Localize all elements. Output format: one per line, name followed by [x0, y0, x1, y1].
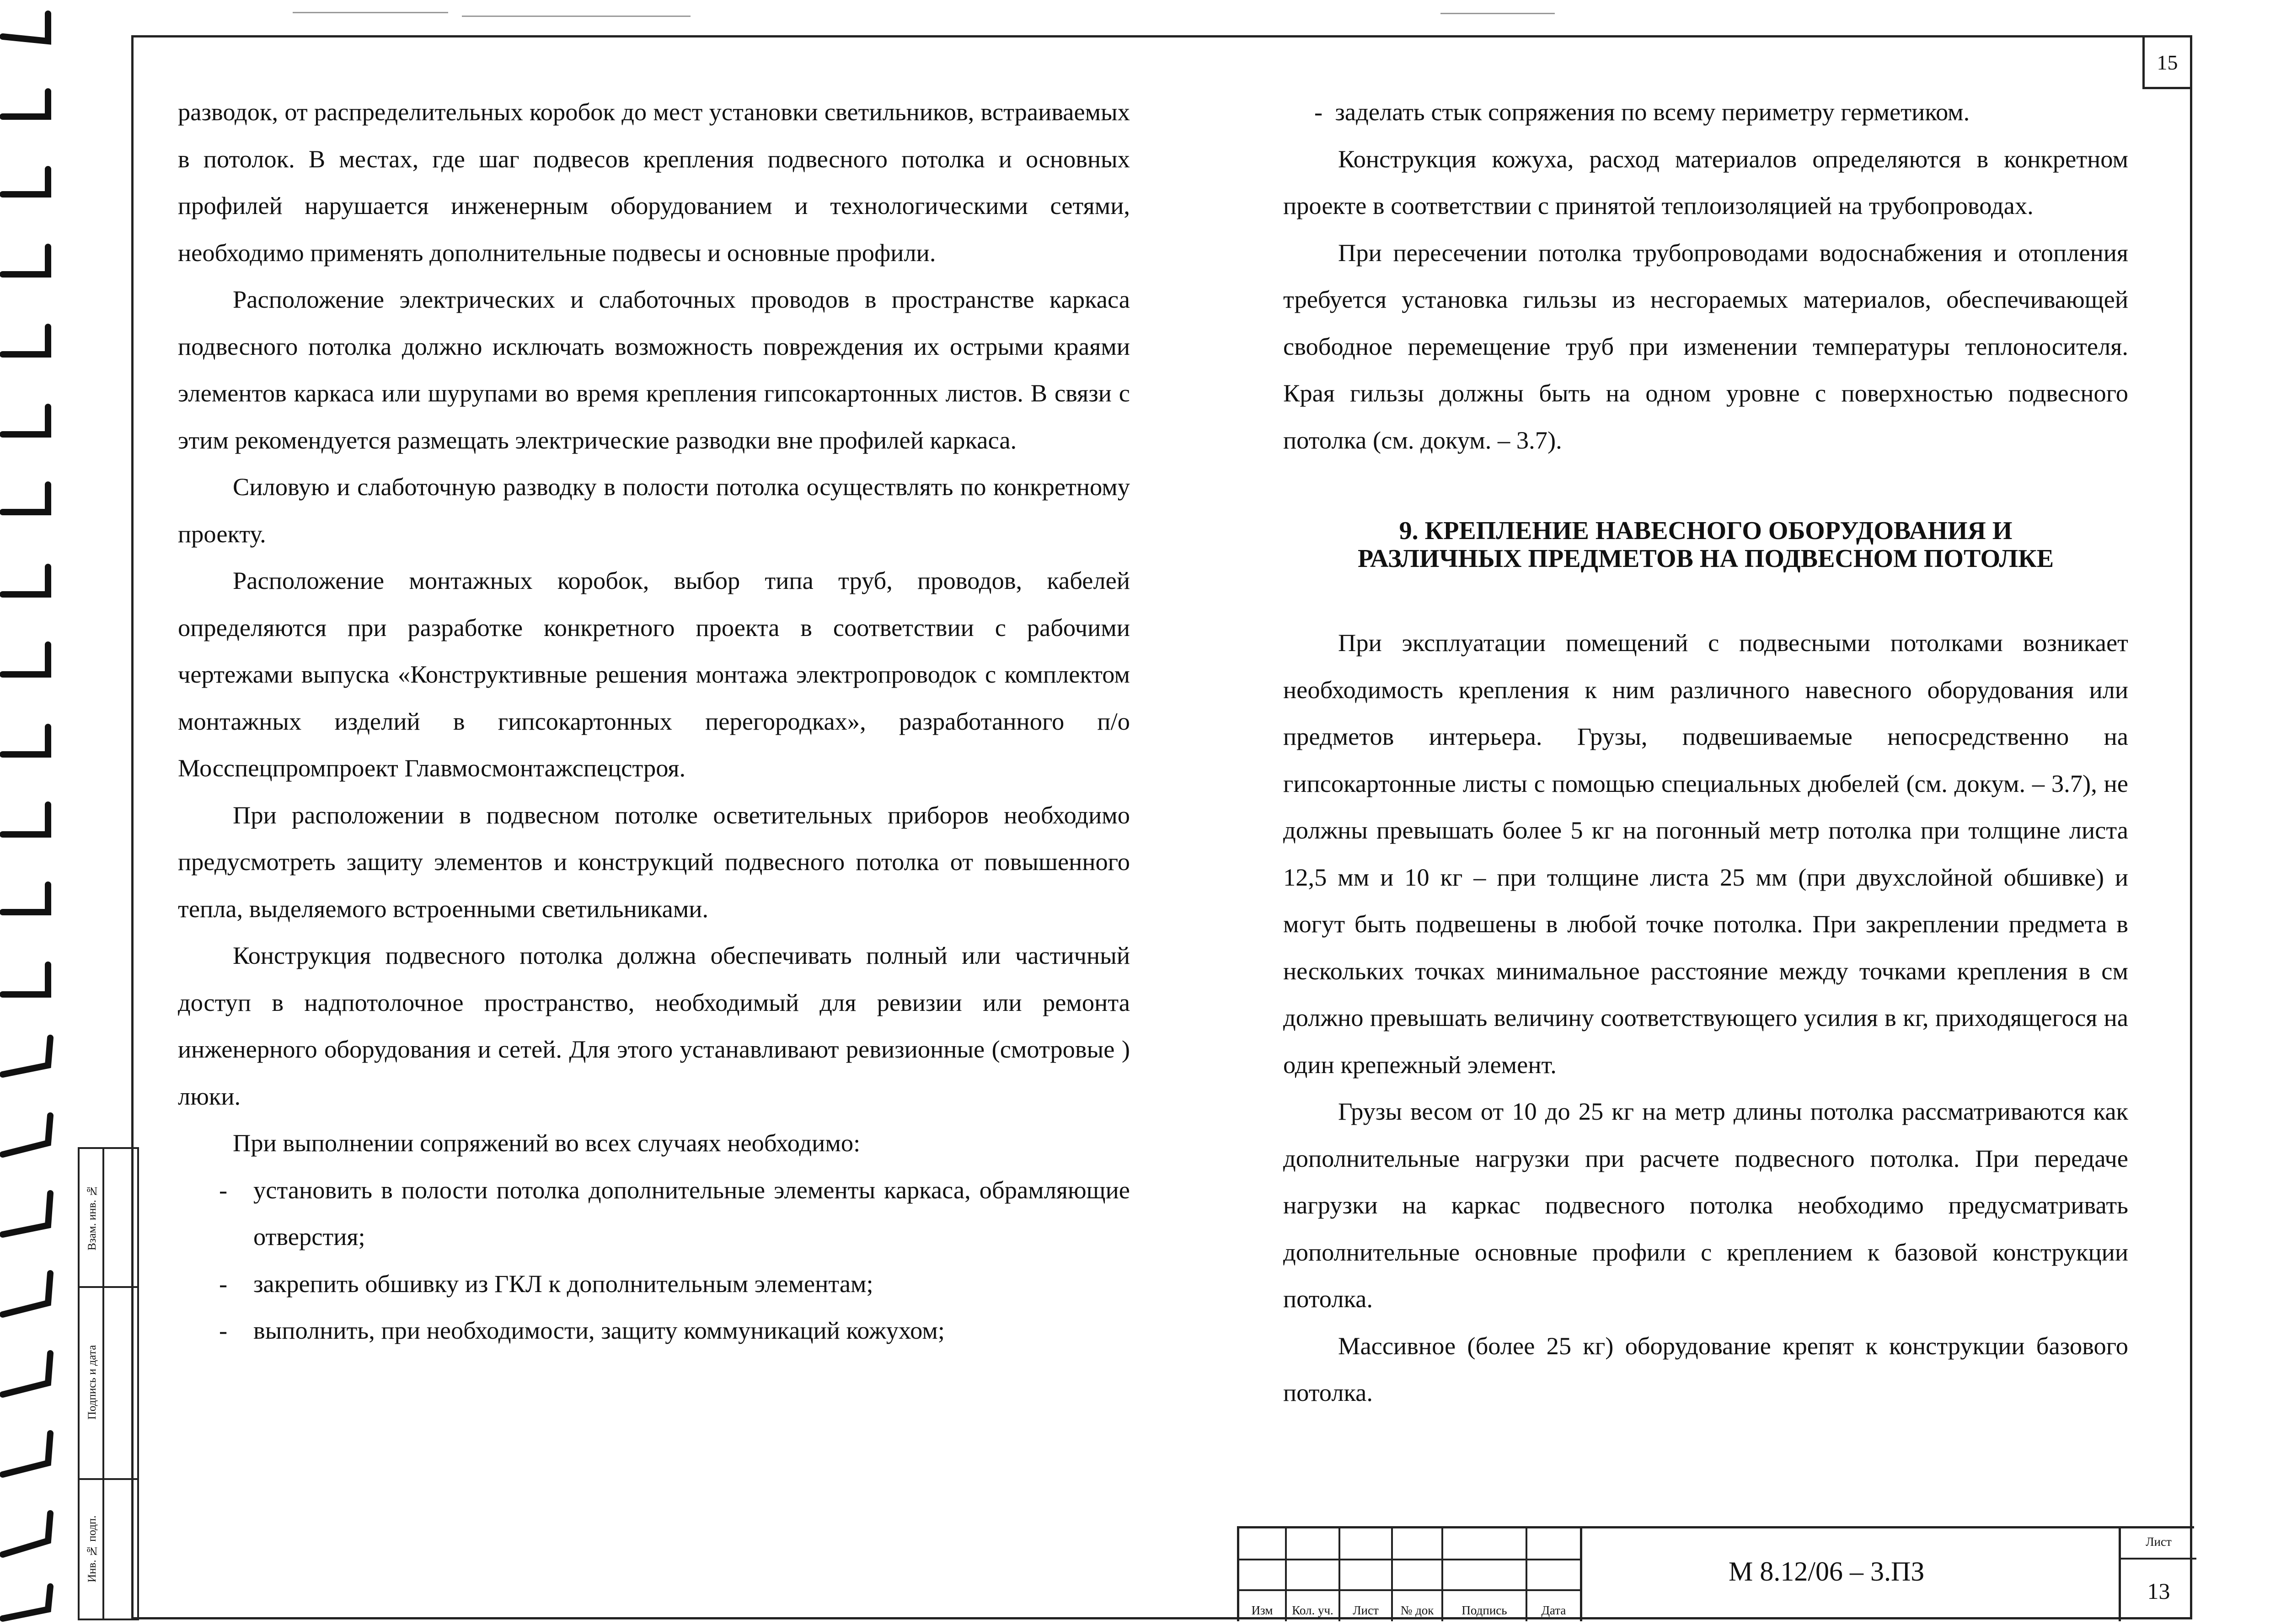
- paragraph: При эксплуатации помещений с подвесными потолками возникает необходимость крепления к ним различного навесного оборудования или предметов интерьера. Грузы, подвешиваемые непосредственно на гипсокартонные листы с помощью специальных дюбелей (см. докум. – 3.7), не должны превышать более 5 кг на погонный метр потолка при толщине листа 12,5 мм и 10 кг – при толщине листа 25 мм (при двухслойной обшивке) и могут быть подвешены в любой точке потолка. При закреплении предмета в нескольких точках минимальное расстояние между точками крепления в см должно превышать величину соответствующего усилия в кг, приходящегося на один крепежный элемент.: [1283, 629, 2128, 1079]
- list-item: [178, 1307, 1130, 1354]
- bullet-marker: -: [1314, 98, 1323, 126]
- sheet-label: Лист: [2146, 1535, 2172, 1549]
- paragraph: Массивное (более 25 кг) оборудование крепят к конструкции базового потолка.: [1283, 1331, 2128, 1406]
- inv-podp-label: Инв. № подп.: [86, 1515, 98, 1583]
- list-item: [178, 1167, 1130, 1261]
- grid-line: [1580, 1528, 1582, 1621]
- bullet-marker: -: [219, 1269, 228, 1298]
- left-column: [178, 89, 1130, 1354]
- list-item-text: выполнить, при необходимости, защиту коммуникаций кожухом;: [253, 1316, 945, 1344]
- grid-line: [1239, 1559, 1581, 1560]
- paragraph: Грузы весом от 10 до 25 кг на метр длины потолка рассматриваются как дополнительные нагрузки при расчете подвесного потолка. При передаче нагрузки на каркас подвесного потолка необходимо предусматривать дополнительные основные профили с креплением к базовой конструкции потолка.: [1283, 1097, 2128, 1313]
- header-izm: Изм: [1251, 1603, 1273, 1617]
- side-stamp: [78, 1147, 139, 1620]
- scan-line: [293, 12, 448, 13]
- bullet-marker: -: [219, 1175, 228, 1204]
- paragraph: Конструкция кожуха, расход материалов определяются в конкретном проекте в соответствии с принятой теплоизоляцией на трубопроводах.: [1283, 144, 2128, 219]
- paragraph: разводок, от распределительных коробок до мест установки светильников, встраиваемых в потолок. В местах, где шаг подвесов крепления подвесного потолка и основных профилей нарушается инженерным оборудованием и технологическими сетями, необходимо применять дополнительные подвесы и основные профили.: [178, 98, 1130, 267]
- list-item-text: закрепить обшивку из ГКЛ к дополнительным элементам;: [253, 1269, 873, 1298]
- sheet-box: [2119, 1528, 2196, 1621]
- page-number: 15: [2142, 35, 2192, 89]
- header-kol-uch: Кол. уч.: [1292, 1603, 1333, 1617]
- paragraph: Расположение монтажных коробок, выбор типа труб, проводов, кабелей определяются при разработке конкретного проекта в соответствии с рабочими чертежами выпуска «Конструктивные решения монтажа электропроводок с комплектом монтажных изделий в гипсокартонных перегородках», разработанного п/о Мосспецпромпроект Главмосмонтажспецстроя.: [178, 566, 1130, 782]
- header-date: Дата: [1541, 1603, 1566, 1617]
- header-doc-number: № док: [1400, 1603, 1434, 1617]
- sheet-divider: [2121, 1558, 2196, 1560]
- right-column: [1283, 89, 2128, 1416]
- list-item-text: установить в полости потолка дополнительные элементы каркаса, обрамляющие отверстия;: [253, 1175, 1130, 1250]
- binder-marks: [0, 0, 64, 1624]
- paragraph: Расположение электрических и слаботочных проводов в пространстве каркаса подвесного потолка должно исключать возможность повреждения их острыми краями элементов каркаса или шурупами во время крепления гипсокартонных листов. В связи с этим рекомендуется размещать электрические разводки вне профилей каркаса.: [178, 285, 1130, 454]
- spacer: [1283, 464, 2128, 517]
- spacer: [1283, 573, 2128, 620]
- title-block-grid: [1239, 1528, 1581, 1621]
- header-list: Лист: [1353, 1603, 1379, 1617]
- grid-line: [1239, 1589, 1581, 1591]
- list-item-text: заделать стык сопряжения по всему периметру герметиком.: [1335, 98, 1970, 126]
- list-item: [178, 1261, 1130, 1308]
- paragraph: При расположении в подвесном потолке осветительных приборов необходимо предусмотреть защиту элементов и конструкций подвесного потолка от повышенного тепла, выделяемого встроенными светильниками.: [178, 801, 1130, 923]
- document-code: М 8.12/06 – 3.ПЗ: [1729, 1556, 1925, 1587]
- header-signature: Подпись: [1462, 1603, 1507, 1617]
- list-item: [1283, 89, 2128, 136]
- title-block: [1237, 1526, 2194, 1621]
- paragraph: Силовую и слаботочную разводку в полости потолка осуществлять по конкретному проекту.: [178, 473, 1130, 548]
- section-heading: РАЗЛИЧНЫХ ПРЕДМЕТОВ НА ПОДВЕСНОМ ПОТОЛКЕ: [1357, 545, 2054, 573]
- signature-date-label: Подпись и дата: [86, 1345, 98, 1420]
- scan-line: [462, 16, 691, 17]
- paragraph: При выполнении сопряжений во всех случаях необходимо:: [233, 1129, 861, 1157]
- bullet-marker: -: [219, 1316, 228, 1344]
- vzam-inv-label: Взам. инв. №: [86, 1184, 98, 1251]
- paragraph: Конструкция подвесного потолка должна обеспечивать полный или частичный доступ в надпотолочное пространство, необходимый для ревизии или ремонта инженерного оборудования и сетей. Для этого устанавливают ревизионные (смотровые ) люки.: [178, 941, 1130, 1110]
- paragraph: При пересечении потолка трубопроводами водоснабжения и отопления требуется установка гильзы из несгораемых материалов, обеспечивающей свободное перемещение труб при изменении температуры теплоносителя. Края гильзы должны быть на одном уровне с поверхностью подвесного потолка (см. докум. – 3.7).: [1283, 238, 2128, 454]
- section-heading: 9. КРЕПЛЕНИЕ НАВЕСНОГО ОБОРУДОВАНИЯ И: [1399, 517, 2013, 545]
- sheet-number: 13: [2147, 1578, 2170, 1604]
- scan-line: [1440, 13, 1555, 14]
